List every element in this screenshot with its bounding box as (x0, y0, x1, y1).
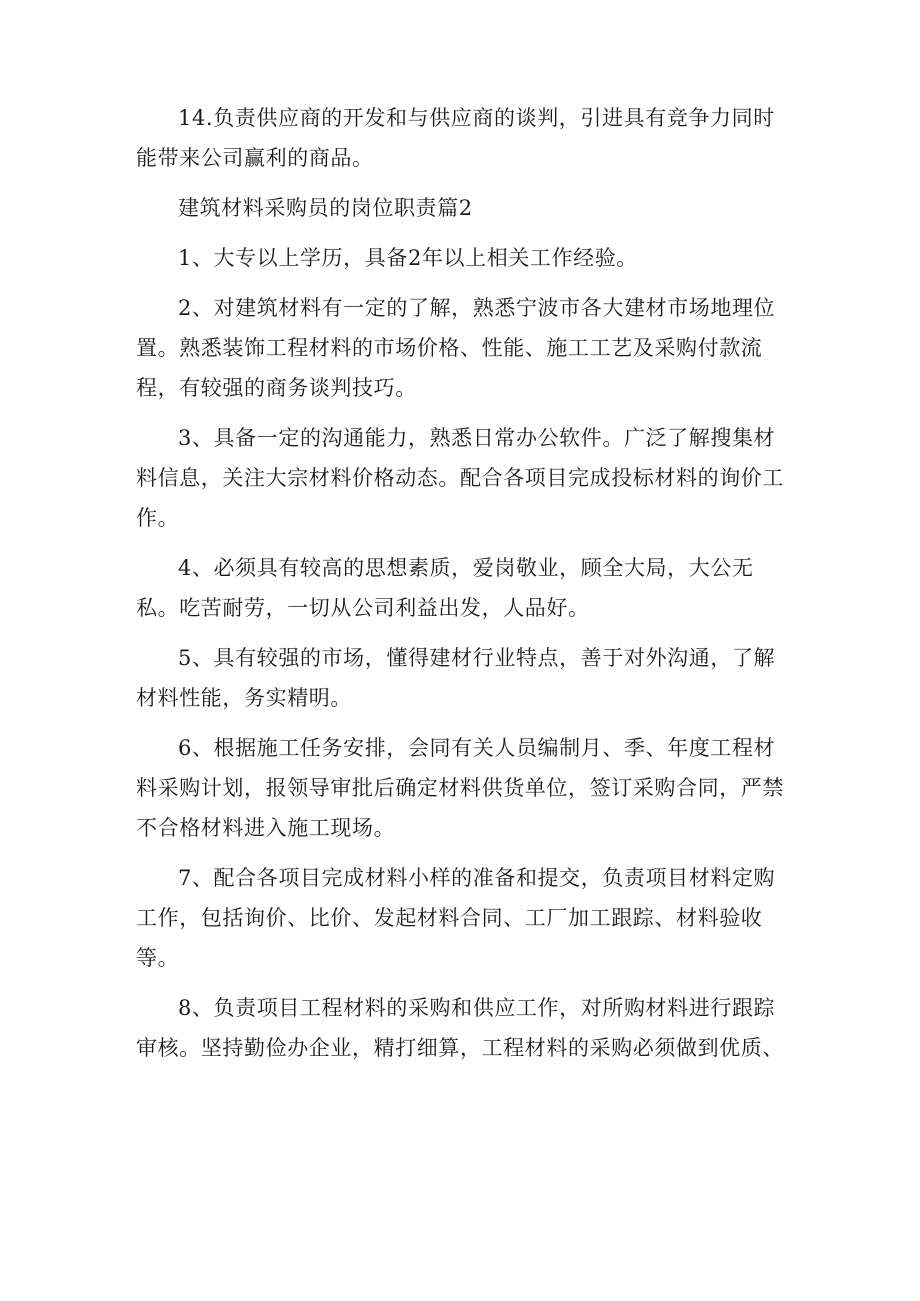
paragraph-6: 6、根据施工任务安排，会同有关人员编制月、季、年度工程材料采购计划，报领导审批后确定材料供货单位，签订采购合同，严禁不合格材料进入施工现场。 (136, 736, 784, 840)
paragraph-7: 7、配合各项目完成材料小样的准备和提交，负责项目材料定购工作，包括询价、比价、发起材料合同、工厂加工跟踪、材料验收等。 (136, 866, 776, 970)
paragraph-14: 14.负责供应商的开发和与供应商的谈判，引进具有竞争力同时能带来公司赢利的商品。 (136, 106, 775, 170)
paragraph-4: 4、必须具有较高的思想素质，爱岗敬业，顾全大局，大公无私。吃苦耐劳，一切从公司利益出发，人品好。 (136, 556, 754, 620)
document-body (136, 98, 796, 1078)
section-heading: 建筑材料采购员的岗位职责篇2 (178, 196, 473, 220)
paragraph-5: 5、具有较强的市场，懂得建材行业特点，善于对外沟通，了解材料性能，务实精明。 (136, 646, 776, 710)
paragraph-8: 8、负责项目工程材料的采购和供应工作，对所购材料进行跟踪审核。坚持勤俭办企业，精打细算，工程材料的采购必须做到优质、 (136, 996, 784, 1060)
paragraph-1: 1、大专以上学历，具备2年以上相关工作经验。 (178, 246, 638, 270)
paragraph-2: 2、对建筑材料有一定的了解，熟悉宁波市各大建材市场地理位置。熟悉装饰工程材料的市场价格、性能、施工工艺及采购付款流程，有较强的商务谈判技巧。 (136, 296, 776, 400)
paragraph-3: 3、具备一定的沟通能力，熟悉日常办公软件。广泛了解搜集材料信息，关注大宗材料价格动态。配合各项目完成投标材料的询价工作。 (136, 426, 784, 530)
